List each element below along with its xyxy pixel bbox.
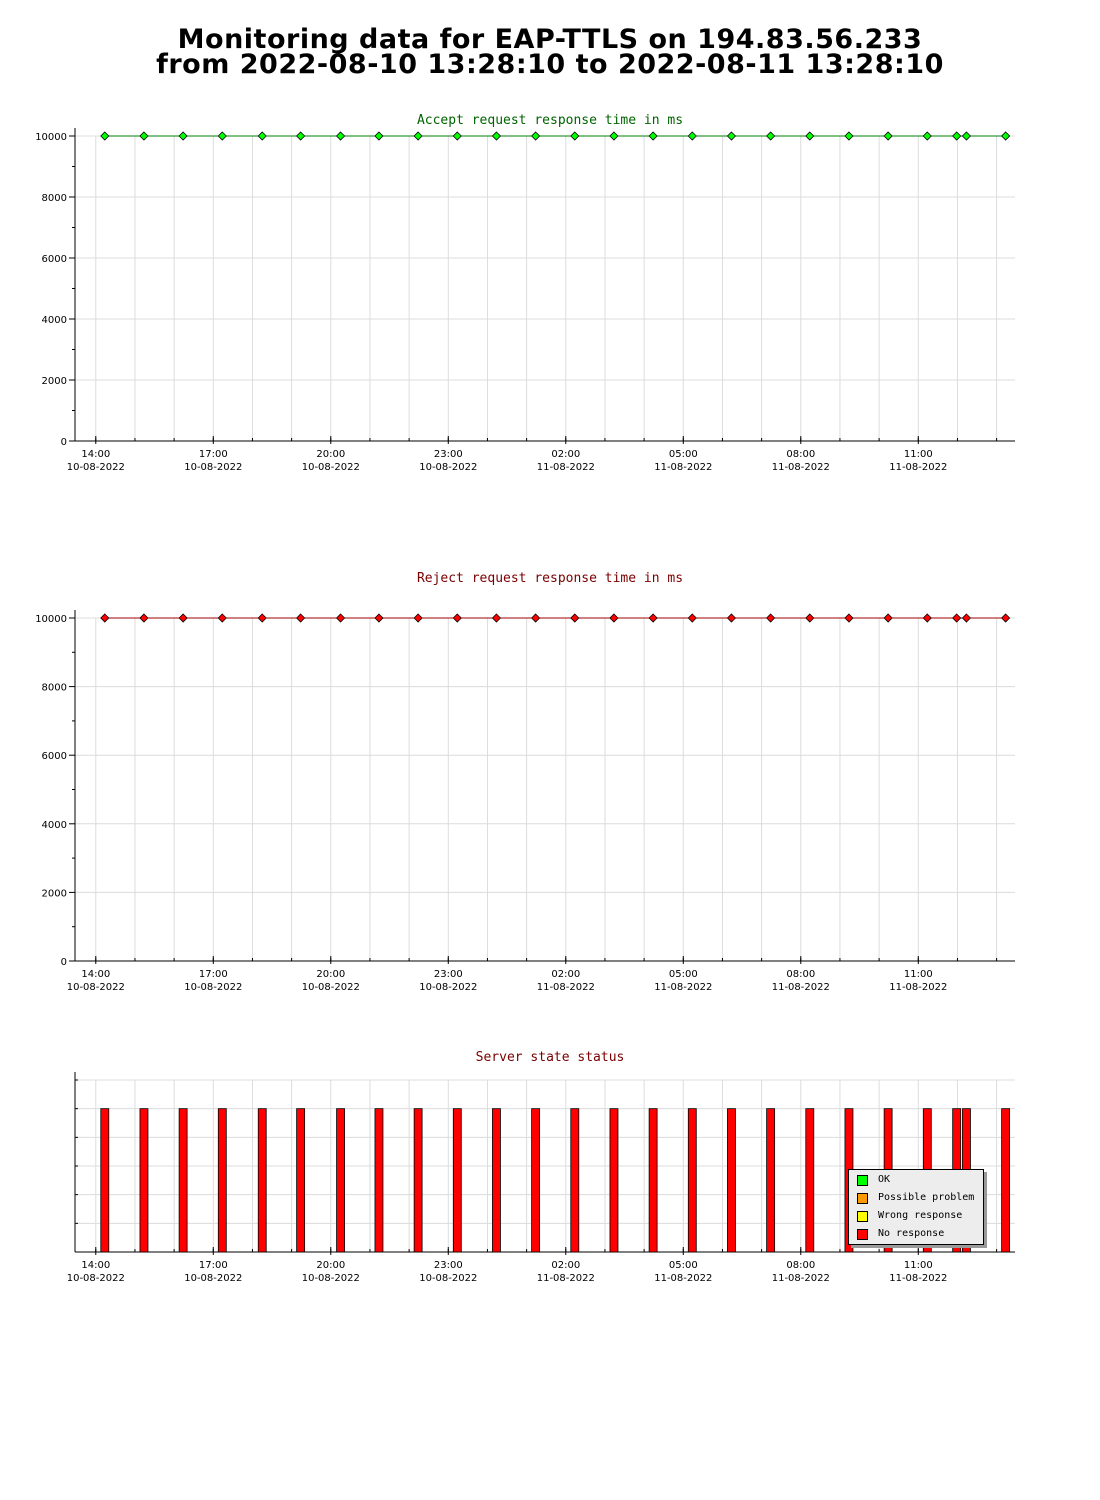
x-tick-label-date: 10-08-2022 xyxy=(184,462,243,473)
status-bar xyxy=(492,1109,500,1252)
x-tick-label-date: 10-08-2022 xyxy=(419,462,478,473)
x-tick-label-time: 08:00 xyxy=(786,969,816,980)
status-bar xyxy=(767,1109,775,1252)
x-tick-label-date: 11-08-2022 xyxy=(771,982,830,993)
y-tick-label: 10000 xyxy=(35,132,67,143)
page-title-line-2: from 2022-08-10 13:28:10 to 2022-08-11 13:28:10 xyxy=(156,49,944,80)
status-bar xyxy=(179,1109,187,1252)
y-tick-label: 8000 xyxy=(41,682,67,694)
x-tick-label-date: 11-08-2022 xyxy=(654,462,713,473)
y-tick-label: 8000 xyxy=(41,193,67,204)
y-tick-label: 4000 xyxy=(41,315,67,326)
x-tick-label-date: 10-08-2022 xyxy=(419,982,478,993)
status-bar xyxy=(806,1109,814,1252)
y-tick-label: 6000 xyxy=(41,254,67,265)
legend-swatch-possible-problem xyxy=(857,1193,868,1204)
status-bar xyxy=(649,1109,657,1252)
x-tick-label-date: 11-08-2022 xyxy=(536,462,595,473)
x-tick-label-time: 17:00 xyxy=(198,449,228,460)
x-tick-label-date: 11-08-2022 xyxy=(536,1273,595,1284)
x-tick-label-date: 10-08-2022 xyxy=(301,1273,360,1284)
x-tick-label-date: 11-08-2022 xyxy=(889,1273,948,1284)
x-tick-label-date: 11-08-2022 xyxy=(889,462,948,473)
status-bar xyxy=(218,1109,226,1252)
x-tick-label-time: 11:00 xyxy=(903,1260,933,1271)
status-bar xyxy=(337,1109,345,1252)
status-bar xyxy=(101,1109,109,1252)
x-tick-label-date: 11-08-2022 xyxy=(771,462,830,473)
status-bar xyxy=(532,1109,540,1252)
x-tick-label-time: 08:00 xyxy=(786,1260,816,1271)
x-tick-label-time: 23:00 xyxy=(433,969,463,980)
legend-item-possible-problem: Possible problem xyxy=(857,1192,974,1204)
page-title-line-1: Monitoring data for EAP-TTLS on 194.83.56.233 xyxy=(177,24,923,55)
x-tick-label-date: 10-08-2022 xyxy=(419,1273,478,1284)
x-tick-label-time: 11:00 xyxy=(903,969,933,980)
status-chart-title: Server state status xyxy=(475,1050,625,1065)
y-tick-label: 2000 xyxy=(41,888,67,900)
x-tick-label-time: 14:00 xyxy=(81,969,111,980)
accept-chart-title: Accept request response time in ms xyxy=(416,113,684,128)
y-tick-label: 0 xyxy=(60,957,67,968)
status-bar xyxy=(375,1109,383,1252)
x-tick-label-time: 17:00 xyxy=(198,969,228,980)
status-bar xyxy=(571,1109,579,1252)
y-tick-label: 4000 xyxy=(41,819,67,831)
y-tick-label: 0 xyxy=(60,437,67,448)
x-tick-label-time: 23:00 xyxy=(433,449,463,460)
x-tick-label-time: 14:00 xyxy=(81,1260,111,1271)
status-bar xyxy=(414,1109,422,1252)
status-bar xyxy=(140,1109,148,1252)
x-tick-label-date: 10-08-2022 xyxy=(301,982,360,993)
x-tick-label-date: 10-08-2022 xyxy=(184,982,243,993)
status-bar xyxy=(727,1109,735,1252)
x-tick-label-date: 11-08-2022 xyxy=(654,982,713,993)
x-tick-label-time: 11:00 xyxy=(903,449,933,460)
x-tick-label-time: 20:00 xyxy=(316,449,346,460)
x-tick-label-time: 20:00 xyxy=(316,969,346,980)
x-tick-label-date: 10-08-2022 xyxy=(301,462,360,473)
x-tick-label-time: 02:00 xyxy=(551,969,581,980)
status-bar xyxy=(258,1109,266,1252)
x-tick-label-date: 11-08-2022 xyxy=(889,982,948,993)
x-tick-label-date: 11-08-2022 xyxy=(771,1273,830,1284)
x-tick-label-date: 10-08-2022 xyxy=(66,1273,125,1284)
legend-swatch-wrong-response xyxy=(857,1211,868,1222)
x-tick-label-time: 05:00 xyxy=(668,1260,698,1271)
y-tick-label: 2000 xyxy=(41,376,67,387)
x-tick-label-time: 05:00 xyxy=(668,449,698,460)
status-bar xyxy=(688,1109,696,1252)
status-bar xyxy=(297,1109,305,1252)
legend-item-ok: OK xyxy=(857,1174,890,1186)
y-tick-label: 10000 xyxy=(35,614,67,625)
x-tick-label-time: 17:00 xyxy=(198,1260,228,1271)
status-bar xyxy=(453,1109,461,1252)
x-tick-label-time: 02:00 xyxy=(551,1260,581,1271)
x-tick-label-date: 11-08-2022 xyxy=(654,1273,713,1284)
x-tick-label-date: 10-08-2022 xyxy=(66,982,125,993)
x-tick-label-time: 23:00 xyxy=(433,1260,463,1271)
reject-chart-title: Reject request response time in ms xyxy=(416,571,684,586)
x-tick-label-time: 08:00 xyxy=(786,449,816,460)
x-tick-label-date: 10-08-2022 xyxy=(184,1273,243,1284)
legend-item-wrong-response: Wrong response xyxy=(857,1210,962,1222)
y-tick-label: 6000 xyxy=(41,751,67,763)
legend-swatch-ok xyxy=(857,1175,868,1186)
x-tick-label-time: 05:00 xyxy=(668,969,698,980)
x-tick-label-date: 11-08-2022 xyxy=(536,982,595,993)
x-tick-label-time: 20:00 xyxy=(316,1260,346,1271)
x-tick-label-time: 02:00 xyxy=(551,449,581,460)
legend-swatch-no-response xyxy=(857,1229,868,1240)
legend-item-no-response: No response xyxy=(857,1228,944,1240)
x-tick-label-time: 14:00 xyxy=(81,449,111,460)
x-tick-label-date: 10-08-2022 xyxy=(66,462,125,473)
status-bar xyxy=(1002,1109,1010,1252)
status-bar xyxy=(610,1109,618,1252)
status-legend xyxy=(848,1169,984,1245)
